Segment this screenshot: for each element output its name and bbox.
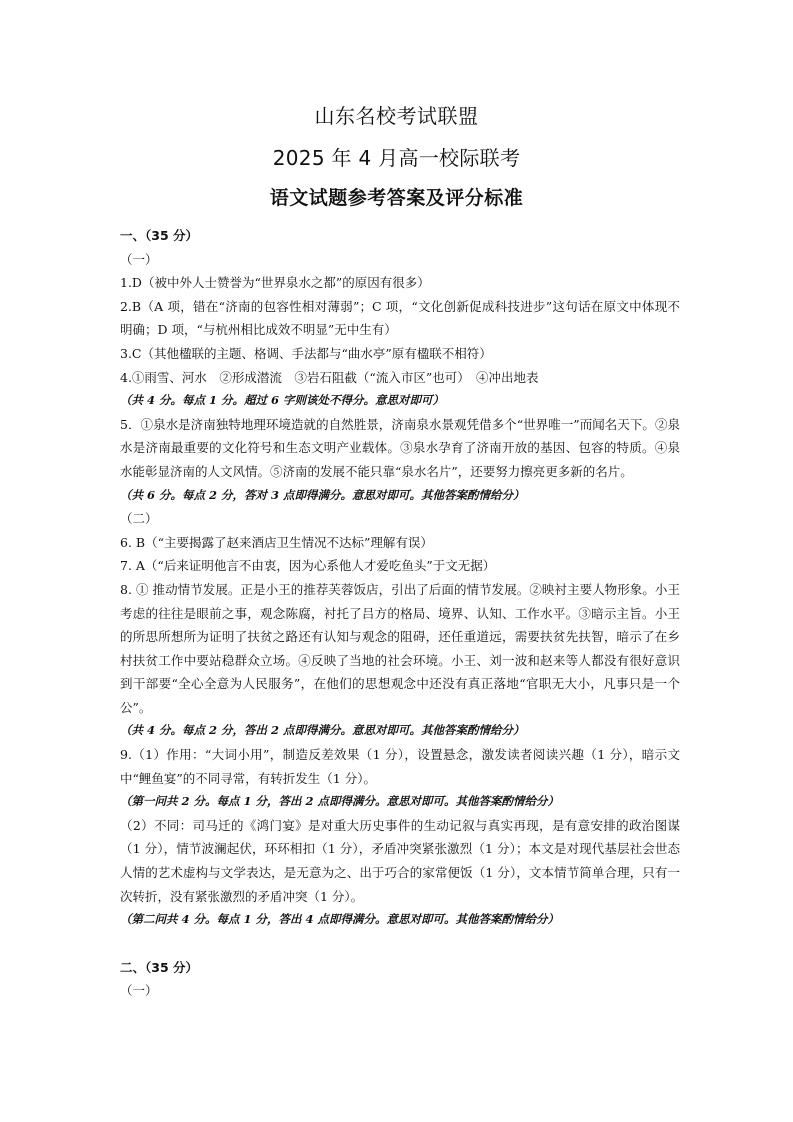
scoring-note-q8: （共 4 分。每点 2 分，答出 2 点即得满分。意思对即可。其他答案酌情给分）	[120, 723, 525, 738]
section-2-heading: 二、（35 分）	[120, 959, 198, 975]
scoring-note-q9-part1: （第一问共 2 分。每点 1 分，答出 2 点即得满分。意思对即可。其他答案酌情给分）	[120, 794, 560, 809]
document-title: 语文试题参考答案及评分标准	[269, 187, 524, 209]
answer-q1: 1.D（被中外人士赞誉为“世界泉水之都”的原因有很多）	[120, 275, 430, 291]
answer-q5: 5．①泉水是济南独特地理环境造就的自然胜景，济南泉水景观凭借多个“世界唯一”而闻名天下。②泉水是济南最重要的文化符号和生态文明产业载体。③泉水孕育了济南开放的基因、包容的特质。④泉水能彰显济南的人文风情。⑤济南的发展不能只靠“泉水名片”，还要努力擦亮更多新的名片。	[120, 416, 680, 479]
subsection-label: （一）	[120, 983, 158, 999]
answer-q4: 4.①雨雪、河水 ②形成潜流 ③岩石阻截（“流入市区”也可） ④冲出地表	[120, 369, 539, 385]
scoring-note-q5: （共 6 分。每点 2 分，答对 3 点即得满分。意思对即可。其他答案酌情给分）	[120, 487, 525, 502]
exam-date-title: 2025 年 4 月高一校际联考	[272, 146, 521, 170]
scoring-note-q4: （共 4 分。每点 1 分。超过 6 字则该处不得分。意思对即可）	[120, 393, 445, 408]
section-1-heading: 一、（35 分）	[120, 228, 198, 243]
exam-alliance-title: 山东名校考试联盟	[314, 104, 479, 128]
scoring-note-q9-part2: （第二问共 4 分。每点 1 分，答出 4 点即得满分。意思对即可。其他答案酌情给分）	[120, 912, 560, 927]
answer-q2: 2.B（A 项，错在“济南的包容性相对薄弱”；C 项，“文化创新促成科技进步”这句话在原文中体现不明确；D 项，“与杭州相比成效不明显”无中生有）	[120, 298, 680, 338]
answer-q9-part1: 9.（1）作用：“大词小用”，制造反差效果（1 分），设置悬念，激发读者阅读兴趣（1 分），暗示文中“鲤鱼宴”的不同寻常，有转折发生（1 分）。	[120, 747, 680, 786]
answer-content	[120, 224, 680, 1003]
answer-q8: 8. ① 推动情节发展。正是小王的推荐芙蓉饭店，引出了后面的情节发展。②映衬主要人物形象。小王考虑的往往是眼前之事，观念陈腐，衬托了吕方的格局、境界、认知、工作水平。③暗示主旨。小王的所思所想所为证明了扶贫之路还有认知与观念的阻碍，还任重道远，需要扶贫先扶智，暗示了在乡村扶贫工作中要站稳群众立场。④反映了当地的社会环境。小王、刘一波和赵来等人都没有很好意识到干部要“全心全意为人民服务”，在他们的思想观念中还没有真正落地“官职无大小，凡事只是一个公”。	[120, 581, 680, 715]
answer-q3: 3.C（其他楹联的主题、格调、手法都与“曲水亭”原有楹联不相符）	[120, 345, 492, 361]
answer-q7: 7. A（“后来证明他言不由衷，因为心系他人才爱吃鱼头”于文无据）	[120, 558, 496, 574]
answer-q6: 6. B（“主要揭露了赵来酒店卫生情况不达标”理解有误）	[120, 534, 433, 550]
subsection-label: （一）	[120, 251, 158, 267]
answer-q9-part2: （2）不同：司马迁的《鸿门宴》是对重大历史事件的生动记叙与真实再现，是有意安排的政治图谋（1 分），情节波澜起伏，环环相扣（1 分），矛盾冲突紧张激烈（1 分）；本文是对现代基层社会世态人情的艺术虚构与文学表达，是无意为之、出于巧合的家常便饭（1 分），文本情节简单合理，只有一次转折，没有紧张激烈的矛盾冲突（1 分）。	[120, 817, 680, 904]
section-spacer	[120, 932, 680, 956]
subsection-label: （二）	[120, 511, 158, 527]
